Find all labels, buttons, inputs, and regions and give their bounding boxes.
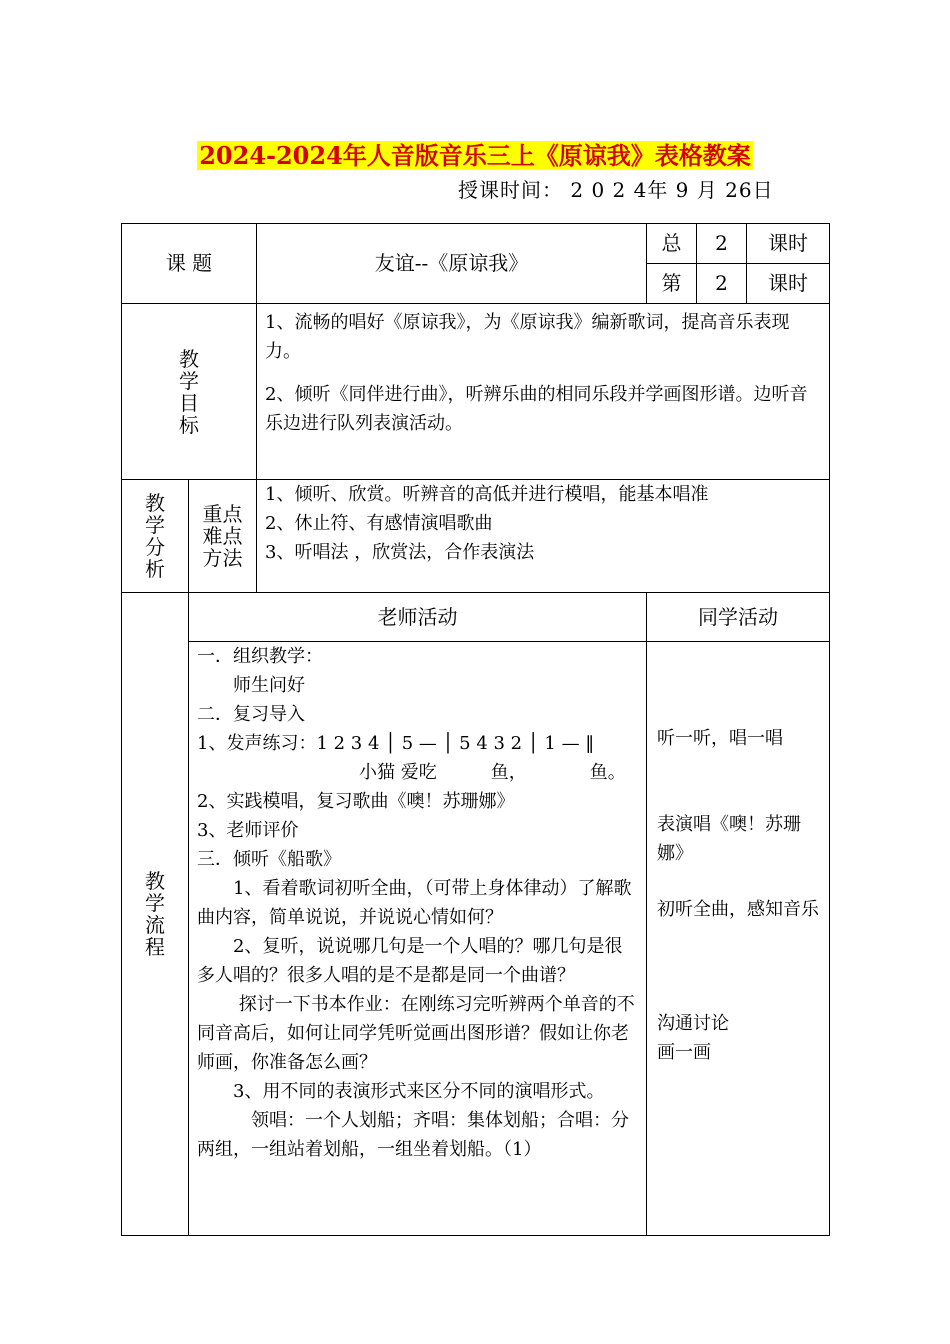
teacher-line: 一．组织教学： — [197, 646, 323, 667]
analysis-item: 2、休止符、有感情演唱歌曲 — [265, 513, 493, 534]
student-item: 沟通讨论 — [657, 1013, 730, 1034]
teacher-line: 2、实践模唱，复习歌曲《噢！苏珊娜》 — [197, 791, 515, 812]
order-unit: 课时 — [747, 264, 830, 304]
total-label: 总 — [647, 224, 697, 264]
teacher-line: 1、看着歌词初听全曲，（可带上身体律动）了解歌曲内容，简单说说，并说说心情如何？ — [197, 878, 632, 928]
analysis-label: 教学分析 — [145, 491, 165, 581]
teacher-line: 探讨一下书本作业：在刚练习完听辨两个单音的不同音高后，如何让同学凭听觉画出图形谱？假如让你老师画，你准备怎么画？ — [197, 994, 635, 1073]
teacher-line: 2、复听，说说哪几句是一个人唱的？哪几句是很多人唱的？很多人唱的是不是都是同一个曲谱？ — [197, 936, 623, 986]
teacher-activity-header: 老师活动 — [189, 593, 647, 642]
teacher-line: 二．复习导入 — [197, 704, 305, 725]
teacher-line: 1、发声练习：1 2 3 4 │ 5 — │ 5 4 3 2 │ 1 — ‖ — [197, 733, 595, 754]
teacher-line: 3、用不同的表演形式来区分不同的演唱形式。 — [197, 1081, 605, 1102]
topic-value: 友谊--《原谅我》 — [257, 224, 647, 304]
teacher-line: 三．倾听《船歌》 — [197, 849, 341, 870]
topic-label: 课 题 — [122, 224, 257, 304]
process-label: 教学流程 — [145, 869, 165, 959]
student-activity-content — [647, 642, 830, 1236]
teacher-line: 师生问好 — [197, 675, 305, 696]
student-item: 画一画 — [657, 1042, 712, 1063]
objective-item: 2、倾听《同伴进行曲》，听辨乐曲的相同乐段并学画图形谱。边听音乐边进行队列表演活动。 — [265, 384, 808, 434]
document-title: 2024-2024年人音版音乐三上《原谅我》表格教案 — [199, 141, 751, 170]
student-item: 初听全曲，感知音乐 — [657, 899, 820, 920]
analysis-item: 3、听唱法 ，欣赏法，合作表演法 — [265, 542, 535, 563]
order-value: 2 — [697, 264, 747, 304]
analysis-item: 1、倾听、欣赏。听辨音的高低并进行模唱，能基本唱准 — [265, 484, 709, 505]
student-item: 表演唱《噢！苏珊娜》 — [657, 814, 802, 864]
student-item: 听一听，唱一唱 — [657, 728, 784, 749]
lesson-plan-table — [121, 223, 830, 1236]
objectives-label: 教学目标 — [179, 346, 199, 437]
order-label: 第 — [647, 264, 697, 304]
analysis-sublabel: 重点难点方法 — [202, 502, 243, 570]
teacher-line: 小猫 爱吃 鱼， 鱼。 — [197, 762, 626, 783]
objectives-content — [257, 304, 830, 480]
student-activity-header: 同学活动 — [647, 593, 830, 642]
teacher-activity-content — [189, 642, 647, 1236]
total-value: 2 — [697, 224, 747, 264]
total-unit: 课时 — [747, 224, 830, 264]
objective-item: 1、流畅的唱好《原谅我》，为《原谅我》编新歌词，提高音乐表现力。 — [265, 312, 790, 362]
analysis-content — [257, 480, 830, 593]
lesson-date: 授课时间： 2 0 2 4年 9 月 26日 — [458, 178, 774, 202]
teacher-line: 3、老师评价 — [197, 820, 299, 841]
teacher-line: 领唱：一个人划船；齐唱：集体划船；合唱：分两组，一组站着划船，一组坐着划船。（1） — [197, 1110, 629, 1160]
